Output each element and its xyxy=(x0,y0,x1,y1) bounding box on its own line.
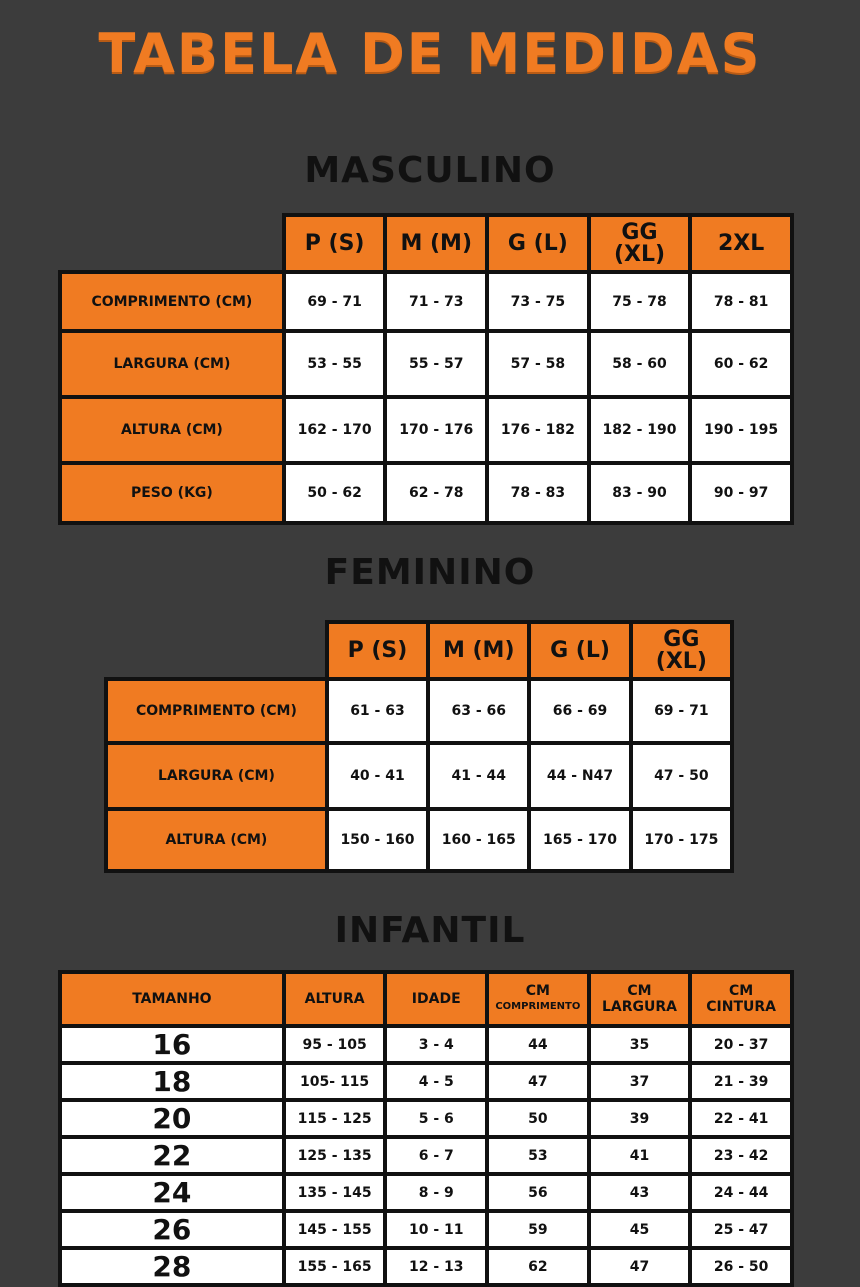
table-cell: 182 - 190 xyxy=(589,397,691,463)
table-cell: 78 - 81 xyxy=(690,272,792,331)
size-header: 2XL xyxy=(690,215,792,272)
size-cell: 26 xyxy=(60,1211,284,1248)
table-cell: 56 xyxy=(487,1174,589,1211)
table-cell: 47 xyxy=(487,1063,589,1100)
table-cell: 8 - 9 xyxy=(385,1174,487,1211)
size-header: M (M) xyxy=(385,215,487,272)
table-row xyxy=(60,1100,792,1137)
table-cell: 39 xyxy=(589,1100,691,1137)
table-cell: 6 - 7 xyxy=(385,1137,487,1174)
table-cell: 78 - 83 xyxy=(487,463,589,523)
feminino-table xyxy=(104,620,734,873)
table-cell: 63 - 66 xyxy=(428,679,529,743)
table-cell: 150 - 160 xyxy=(327,809,428,871)
table-cell: 50 - 62 xyxy=(284,463,386,523)
row-label: ALTURA (CM) xyxy=(60,397,284,463)
table-cell: 22 - 41 xyxy=(690,1100,792,1137)
table-cell: 83 - 90 xyxy=(589,463,691,523)
table-cell: 69 - 71 xyxy=(284,272,386,331)
size-header: G (L) xyxy=(529,622,630,679)
size-cell: 24 xyxy=(60,1174,284,1211)
table-cell: 162 - 170 xyxy=(284,397,386,463)
table-cell: 10 - 11 xyxy=(385,1211,487,1248)
table-cell: 53 - 55 xyxy=(284,331,386,397)
size-header: P (S) xyxy=(284,215,386,272)
empty-corner xyxy=(60,215,284,272)
size-cell: 16 xyxy=(60,1026,284,1063)
table-cell: 62 xyxy=(487,1248,589,1285)
empty-corner xyxy=(106,622,327,679)
table-row xyxy=(60,463,792,523)
table-cell: 73 - 75 xyxy=(487,272,589,331)
feminino-title: FEMININO xyxy=(324,552,536,593)
row-label: LARGURA (CM) xyxy=(106,743,327,809)
table-cell: 21 - 39 xyxy=(690,1063,792,1100)
table-row xyxy=(60,331,792,397)
table-row xyxy=(60,1211,792,1248)
table-row xyxy=(60,1137,792,1174)
table-cell: 23 - 42 xyxy=(690,1137,792,1174)
size-cell: 20 xyxy=(60,1100,284,1137)
column-header: CM COMPRIMENTO xyxy=(487,972,589,1026)
table-cell: 5 - 6 xyxy=(385,1100,487,1137)
table-cell: 57 - 58 xyxy=(487,331,589,397)
table-cell: 60 - 62 xyxy=(690,331,792,397)
table-cell: 160 - 165 xyxy=(428,809,529,871)
table-cell: 4 - 5 xyxy=(385,1063,487,1100)
row-label: LARGURA (CM) xyxy=(60,331,284,397)
row-label: COMPRIMENTO (CM) xyxy=(60,272,284,331)
size-header: GG (XL) xyxy=(589,215,691,272)
table-cell: 75 - 78 xyxy=(589,272,691,331)
table-cell: 45 xyxy=(589,1211,691,1248)
table-cell: 95 - 105 xyxy=(284,1026,386,1063)
masculino-table xyxy=(58,213,794,525)
table-cell: 59 xyxy=(487,1211,589,1248)
column-header: IDADE xyxy=(385,972,487,1026)
masculino-title: MASCULINO xyxy=(304,150,556,191)
table-cell: 40 - 41 xyxy=(327,743,428,809)
table-cell: 44 - N47 xyxy=(529,743,630,809)
page-title: TABELA DE MEDIDAS xyxy=(98,22,762,85)
table-cell: 37 xyxy=(589,1063,691,1100)
table-cell: 170 - 175 xyxy=(631,809,732,871)
table-cell: 135 - 145 xyxy=(284,1174,386,1211)
column-header: CM CINTURA xyxy=(690,972,792,1026)
table-row xyxy=(106,679,732,743)
table-cell: 61 - 63 xyxy=(327,679,428,743)
table-row xyxy=(106,743,732,809)
table-cell: 58 - 60 xyxy=(589,331,691,397)
size-cell: 18 xyxy=(60,1063,284,1100)
table-cell: 165 - 170 xyxy=(529,809,630,871)
table-cell: 125 - 135 xyxy=(284,1137,386,1174)
row-label: PESO (KG) xyxy=(60,463,284,523)
table-row xyxy=(60,1248,792,1285)
size-header: M (M) xyxy=(428,622,529,679)
table-cell: 24 - 44 xyxy=(690,1174,792,1211)
table-cell: 69 - 71 xyxy=(631,679,732,743)
table-cell: 26 - 50 xyxy=(690,1248,792,1285)
table-row xyxy=(60,1174,792,1211)
table-cell: 47 xyxy=(589,1248,691,1285)
table-cell: 105- 115 xyxy=(284,1063,386,1100)
table-cell: 25 - 47 xyxy=(690,1211,792,1248)
size-header: GG (XL) xyxy=(631,622,732,679)
table-cell: 20 - 37 xyxy=(690,1026,792,1063)
column-header: TAMANHO xyxy=(60,972,284,1026)
infantil-title: INFANTIL xyxy=(334,910,526,951)
table-cell: 90 - 97 xyxy=(690,463,792,523)
table-cell: 176 - 182 xyxy=(487,397,589,463)
table-cell: 41 xyxy=(589,1137,691,1174)
size-cell: 28 xyxy=(60,1248,284,1285)
table-cell: 155 - 165 xyxy=(284,1248,386,1285)
table-cell: 53 xyxy=(487,1137,589,1174)
size-header: P (S) xyxy=(327,622,428,679)
table-cell: 43 xyxy=(589,1174,691,1211)
table-cell: 3 - 4 xyxy=(385,1026,487,1063)
row-label: COMPRIMENTO (CM) xyxy=(106,679,327,743)
infantil-table xyxy=(58,970,794,1287)
table-row xyxy=(60,397,792,463)
table-cell: 12 - 13 xyxy=(385,1248,487,1285)
table-cell: 62 - 78 xyxy=(385,463,487,523)
table-row xyxy=(60,272,792,331)
table-cell: 55 - 57 xyxy=(385,331,487,397)
table-row xyxy=(106,809,732,871)
table-cell: 190 - 195 xyxy=(690,397,792,463)
table-cell: 50 xyxy=(487,1100,589,1137)
table-cell: 35 xyxy=(589,1026,691,1063)
size-cell: 22 xyxy=(60,1137,284,1174)
table-cell: 44 xyxy=(487,1026,589,1063)
table-row xyxy=(60,1063,792,1100)
table-cell: 71 - 73 xyxy=(385,272,487,331)
table-cell: 115 - 125 xyxy=(284,1100,386,1137)
table-row xyxy=(60,1026,792,1063)
table-cell: 145 - 155 xyxy=(284,1211,386,1248)
table-cell: 66 - 69 xyxy=(529,679,630,743)
table-cell: 170 - 176 xyxy=(385,397,487,463)
column-header: ALTURA xyxy=(284,972,386,1026)
table-cell: 41 - 44 xyxy=(428,743,529,809)
row-label: ALTURA (CM) xyxy=(106,809,327,871)
size-header: G (L) xyxy=(487,215,589,272)
column-header: CM LARGURA xyxy=(589,972,691,1026)
table-cell: 47 - 50 xyxy=(631,743,732,809)
